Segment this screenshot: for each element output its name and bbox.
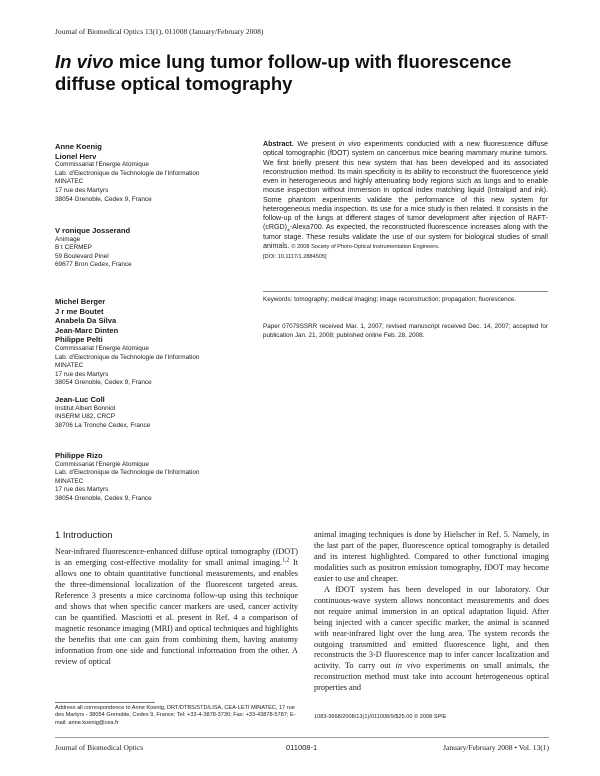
author-name: Anabela Da Silva: [55, 316, 117, 326]
author-name: Michel Berger: [55, 297, 106, 306]
affiliation-line: Institut Albert Bonniot: [55, 404, 116, 412]
footnote-divider: [55, 702, 155, 703]
correspondence-footnote: Address all correspondence to Anne Koenig, DRT/DTBS/STD/LISA, CEA-LETI MINATEC, 17 rue des Martyrs - 38054 Grenoble, Cedex 9, France; Tel: +33-4-3878-3730; Fax: +33-43878-5787; E-mail: anne.koenig@cea.fr: [55, 705, 296, 726]
affiliation-line: 38054 Grenoble, Cedex 9, France: [55, 494, 152, 502]
footer-page-number: 011008-1: [286, 743, 318, 752]
affiliation-line: 17 rue des Martyrs: [55, 486, 109, 494]
author-name: Anne Koenig: [55, 142, 102, 151]
author-name: Jean-Luc Coll: [55, 395, 105, 404]
author-group-2: [55, 226, 240, 270]
keywords: Keywords: tomography; medical imaging; image reconstruction; propagation; fluorescence.: [263, 296, 517, 303]
running-header: Journal of Biomedical Optics 13(1), 011008 (January/February 2008): [55, 27, 264, 36]
author-name: V ronique Josserand: [55, 226, 131, 235]
paper-history: Paper 07079SSRR received Mar. 1, 2007; revised manuscript received Dec. 14, 2007; accepted for publication Jan. 21, 2008; published online Feb. 28, 2008.: [263, 323, 548, 339]
affiliation-line: 17 rue des Martyrs: [55, 186, 109, 194]
author-group-4: [55, 395, 240, 430]
affiliation-line: Animage: [55, 235, 81, 243]
affiliation-line: 69677 Bron Cedex, France: [55, 261, 132, 269]
paper-title: [55, 51, 555, 95]
affiliation-line: MINATEC: [55, 178, 84, 186]
abstract-text: We present: [293, 140, 339, 148]
affiliation-line: Commissariat l'Energie Atomique: [55, 460, 149, 468]
section-heading: 1 Introduction: [55, 530, 113, 541]
intro-left-column: [55, 547, 298, 667]
title-line1: mice lung tumor follow-up with fluorescence: [113, 51, 512, 72]
affiliation-line: 17 rue des Martyrs: [55, 370, 109, 378]
abstract-divider: [263, 291, 548, 292]
affiliation-line: Commissariat l'Energie Atomique: [55, 344, 149, 352]
issn-line: 1083-3668/2008/13(1)/011008/9/$25.00 © 2008 SPIE: [314, 714, 447, 720]
title-italic: In vivo: [55, 51, 114, 72]
affiliation-line: Lab. d'Electronique de Technologie de l'Information: [55, 469, 200, 477]
abstract: [263, 140, 548, 262]
author-name: Lionel Herv: [55, 151, 97, 161]
author-group-5: [55, 451, 240, 504]
affiliation-line: Commissariat l'Energie Atomique: [55, 161, 149, 169]
abstract-italic: in vivo: [338, 140, 361, 148]
intro-italic: in vivo: [395, 661, 421, 671]
footer-issue: January/February 2008 • Vol. 13(1): [443, 743, 549, 752]
author-group-3: [55, 297, 240, 388]
intro-paragraph: animal imaging techniques is done by Hielscher in Ref. 5. Namely, in the last part of the paper, fluorescence optical tomography is detailed and its interest highlighted. Compared to other functional imaging modalities such as positron emission tomography, fDOT may become easier to use and cheaper.: [314, 530, 549, 583]
affiliation-line: B t CERMEP: [55, 244, 92, 252]
affiliation-line: 38054 Grenoble, Cedex 9, France: [55, 379, 152, 387]
abstract-label: Abstract.: [263, 140, 294, 148]
abstract-subscript: 4: [287, 228, 290, 234]
intro-text: Near-infrared fluorescence-enhanced diffuse optical tomography (fDOT) is an emerging cost-effective modality for small animal imaging.: [55, 547, 298, 567]
intro-paragraph: [314, 585, 549, 695]
affiliation-line: Lab. d'Electronique de Technologie de l'Information: [55, 169, 200, 177]
intro-right-column: [314, 530, 549, 694]
affiliation-line: 59 Boulevard Pinel: [55, 252, 109, 260]
affiliation-line: 38054 Grenoble, Cedex 9, France: [55, 195, 152, 203]
author-name: Philippe Rizo: [55, 451, 103, 460]
footer-divider: [55, 737, 549, 738]
affiliation-line: Lab. d'Electronique de Technologie de l'Information: [55, 353, 200, 361]
abstract-doi: [DOI: 10.1117/1.2884505]: [263, 254, 327, 260]
intro-text: A fDOT system has been developed in our laboratory. Our continuous-wave system allows noncontact measurements and does not require animal immersion in an optical adaptation liquid. After being injected with a cancer specific marker, the animal is scanned with near-infrared light over the lung area. The system records the outgoing transmitted and emitted fluorescence light, and then reconstructs the 3-D fluorescence map to infer cancer localization and activity. To carry out: [314, 584, 549, 671]
affiliation-line: 38706 La Tronche Cedex, France: [55, 421, 151, 429]
author-name: J r me Boutet: [55, 306, 104, 316]
abstract-copyright: © 2008 Society of Photo-Optical Instrumentation Engineers.: [291, 243, 440, 250]
abstract-text: experiments conducted with a new fluorescence diffuse optical tomographic (fDOT) system on cancerous mice bearing mammary murine tumors. We first briefly present this new system that has been developed and its associated reconstruction method. Its main specificity is its ability to reconstruct the fluorescence yield even in heterogeneous and highly attenuating body regions such as lungs and to enable mouse inspection without immersion in optical index matching liquid (Intralipid and ink). Some phantom experiments validate the performance of this new system for heterogeneous media inspection. Its use for a mice study is then related. It consists in the follow-up of the lungs at different stages of tumor development after injection of RAFT-(cRGD): [263, 140, 548, 232]
author-group-1: [55, 142, 240, 204]
author-name: Jean-Marc Dinten: [55, 325, 119, 335]
affiliation-line: MINATEC: [55, 477, 84, 485]
intro-text: It allows one to obtain quantitative functional measurements, and enables the three-dimensional localization of the fluorescent targeted areas. Reference 3 presents a mice carcinoma follow-up using this technique and shows that when specific cancer markers are used, cancer activity can be quantified. Masciotti et al. present in Ref. 4 a comparison of magnetic resonance imaging (MRI) and optical techniques and highlights the benefits that one can gain from combining them, having anatomy information from one side and functional information from the other. A review of optical: [55, 557, 298, 666]
footer-journal: Journal of Biomedical Optics: [55, 743, 144, 752]
author-name: Philippe Pelti: [55, 335, 103, 345]
citation-superscript: 1,2: [282, 557, 290, 564]
affiliation-line: INSERM U82, CRCP: [55, 413, 116, 421]
intro-text: experiments on small animals, the reconstruction method must take into account heterogeneous optical properties and: [314, 661, 549, 693]
title-line2: diffuse optical tomography: [55, 73, 293, 94]
abstract-text: -Alexa700. As expected, the reconstructed fluorescence increases along with the tumor stage. These results validate the use of our system for biological studies of small animals.: [263, 223, 548, 250]
affiliation-line: MINATEC: [55, 362, 84, 370]
